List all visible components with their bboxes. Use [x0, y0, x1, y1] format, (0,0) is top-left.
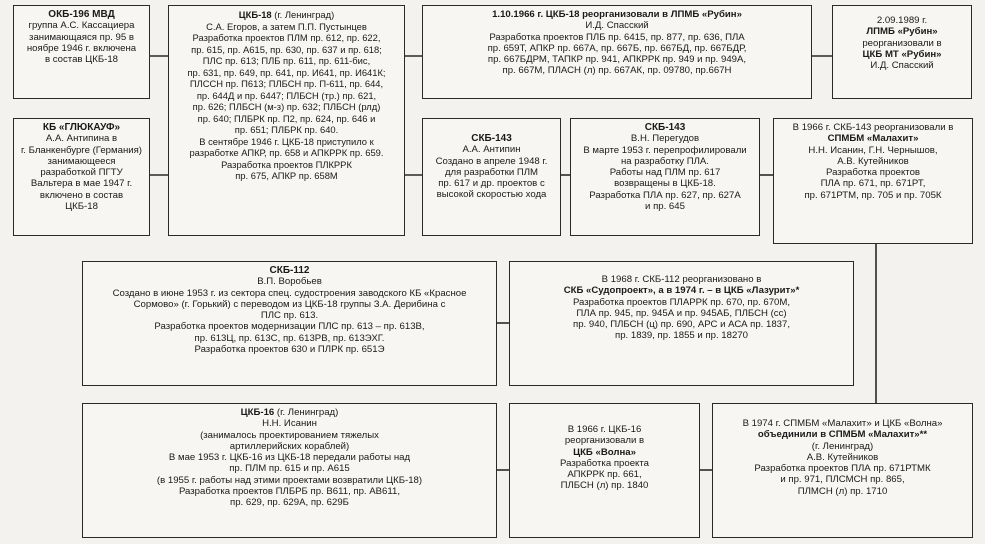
ckb18-line: В сентябре 1946 г. ЦКБ-18 приступило к	[199, 135, 374, 147]
skb143b-line: В марте 1953 г. перепрофилировали	[583, 144, 747, 156]
ckb18-title-suffix: (г. Ленинград)	[271, 9, 335, 20]
box-malachite1966	[773, 118, 973, 244]
ckb16-line: Н.Н. Исанин	[262, 418, 317, 430]
ckb18-heading	[173, 9, 400, 21]
box-rubin1989	[832, 5, 972, 99]
skb143a-title: СКБ-143	[471, 133, 512, 144]
ckb18-line: Разработка проектов ПЛКРРК	[221, 158, 352, 170]
malachite1966-line: Разработка проектов	[825, 167, 921, 179]
ckb18-line: пр. 644Д и пр. 6447; ПЛБСН (тр.) пр. 621,	[196, 89, 377, 101]
skb143b-line: возвращены в ЦКБ-18.	[614, 178, 716, 190]
skb112-line: ПЛС пр. 613.	[260, 310, 319, 322]
gluckauf-line: г. Бланкенбурге (Германия)	[20, 144, 142, 156]
malachite1974-line: Разработка проектов ПЛА пр. 671РТМК	[754, 463, 931, 475]
lazurit-line: ПЛА пр. 945, пр. 945А и пр. 945АБ, ПЛБСН (сс)	[576, 307, 787, 319]
ckb18-line: С.А. Егоров, а затем П.П. Пустынцев	[206, 20, 367, 32]
ckb16-heading	[87, 407, 492, 418]
skb143b-line: Работы над ПЛМ пр. 617	[609, 167, 721, 179]
skb112-line: В.П. Воробьев	[257, 276, 322, 288]
volna-line: АПКРРК пр. 661,	[567, 469, 642, 481]
ckb18-line: ПЛС пр. 613; ПЛБ пр. 611, пр. 611-бис,	[202, 55, 371, 66]
gluckauf-line: Вальтера в мае 1947 г.	[30, 178, 133, 190]
skb143b-line: Разработка ПЛА пр. 627, пр. 627А	[589, 189, 741, 201]
ckb16-title-suffix: (г. Ленинград)	[274, 407, 339, 418]
volna-line: Разработка проекта	[560, 457, 649, 469]
gluckauf-line: ЦКБ-18	[65, 201, 98, 213]
malachite1974-line: и пр. 971, ПЛСМСН пр. 865,	[780, 474, 905, 486]
ckb16-line: (в 1955 г. работы над этими проектами возвратили ЦКБ-18)	[156, 474, 423, 486]
ckb16-line: (занималось проектированием тяжелых	[200, 429, 379, 441]
rubin1966-line: Разработка проектов ПЛБ пр. 6415, пр. 877, пр. 636, ПЛА	[489, 31, 745, 43]
ckb18-line: пр. 640; ПЛБРК пр. П2, пр. 624, пр. 646 и	[197, 112, 376, 124]
ckb16-line: пр. 629, пр. 629А, пр. 629Б	[230, 497, 349, 509]
okb196-line: группа А.С. Кассациера	[28, 20, 135, 32]
volna-line: ЦКБ «Волна»	[573, 446, 636, 458]
box-skb112	[82, 261, 497, 386]
ckb18-line: разработке АПКР, пр. 658 и АПКРРК пр. 659.	[189, 147, 384, 158]
box-ckb18	[168, 5, 405, 236]
ckb18-line: пр. 675, АПКР пр. 658М	[235, 170, 338, 181]
ckb16-line: В мае 1953 г. ЦКБ-16 из ЦКБ-18 передали работы над	[168, 452, 411, 464]
malachite1966-line: ПЛА пр. 671, пр. 671РТ,	[820, 178, 926, 190]
box-lazurit	[509, 261, 854, 386]
box-ckb16	[82, 403, 497, 538]
malachite1966-line: СПМБМ «Малахит»	[827, 133, 919, 145]
skb112-line: Разработка проектов модернизации ПЛС пр. 613 – пр. 613В,	[154, 321, 425, 333]
box-volna	[509, 403, 700, 538]
gluckauf-line: занимающееся	[47, 155, 116, 167]
ckb16-line: Разработка проектов ПЛБРБ пр. В611, пр. АВ611,	[178, 486, 401, 498]
malachite1974-line: (г. Ленинград)	[811, 440, 874, 452]
skb143b-line: В.Н. Перегудов	[630, 133, 700, 145]
rubin1989-line: ЛПМБ «Рубин»	[866, 26, 938, 38]
gluckauf-line: А.А. Антипина в	[45, 133, 118, 145]
gluckauf-title: КБ «ГЛЮКАУФ»	[42, 122, 121, 133]
lazurit-line: СКБ «Судопроект», а в 1974 г. – в ЦКБ «Лазурит»*	[563, 285, 800, 297]
ckb16-line: артиллерийских кораблей)	[229, 440, 350, 452]
malachite1974-line: объединили в СПМБМ «Малахит»**	[757, 429, 928, 441]
rubin1989-line: 2.09.1989 г.	[876, 15, 928, 26]
box-skb143b	[570, 118, 760, 236]
rubin1966-line: пр. 667М, ПЛАСН (л) пр. 667АК, пр. 09780, пр.667Н	[502, 65, 732, 77]
malachite1966-line: пр. 671РТМ, пр. 705 и пр. 705К	[804, 189, 942, 201]
malachite1966-line: А.В. Кутейников	[837, 155, 909, 167]
rubin1966-line: пр. 667БДРМ, ТАПКР пр. 941, АПКРРК пр. 949 и пр. 949А,	[487, 54, 747, 66]
skb143a-line: А.А. Антипин	[462, 144, 521, 156]
skb112-line: Создано в июне 1953 г. из сектора спец. судостроения заводского КБ «Красное	[112, 287, 467, 299]
skb143a-line: Создано в апреле 1948 г.	[435, 155, 548, 167]
rubin1966-line: пр. 659Т, АПКР пр. 667А, пр. 667Б, пр. 667БД, пр. 667БДР,	[487, 42, 747, 54]
lazurit-line: пр. 1839, пр. 1855 и пр. 18270	[615, 330, 748, 342]
skb143b-line: на разработку ПЛА.	[621, 155, 709, 167]
skb143b-line: и пр. 645	[645, 201, 685, 213]
ckb16-line: пр. ПЛМ пр. 615 и пр. А615	[229, 463, 350, 475]
box-skb143a	[422, 118, 561, 236]
ckb16-title: ЦКБ-16	[240, 407, 275, 418]
box-malachite1974	[712, 403, 973, 538]
skb112-line: Разработка проектов 630 и ПЛРК пр. 651Э	[194, 344, 385, 356]
skb112-line: пр. 613Ц, пр. 613С, пр. 613РВ, пр. 613ЭХГ.	[194, 332, 385, 344]
malachite1974-line: ПЛМСН (л) пр. 1710	[797, 485, 888, 497]
skb112-line: Сормово» (г. Горький) с переводом из ЦКБ-18 группы З.А. Дерибина с	[133, 298, 446, 310]
skb143a-line: для разработки ПЛМ	[444, 166, 539, 178]
box-gluckauf	[13, 118, 150, 236]
malachite1974-line: В 1974 г. СПМБМ «Малахит» и ЦКБ «Волна»	[742, 418, 943, 429]
ckb18-line: пр. 631, пр. 649, пр. 641, пр. И641, пр. И641К;	[187, 66, 386, 78]
gluckauf-line: включено в состав	[39, 189, 124, 201]
lazurit-line: пр. 940, ПЛБСН (ц) пр. 690, АРС и АСА пр. 1837,	[573, 319, 790, 331]
lazurit-line: В 1968 г. СКБ-112 реорганизовано в	[601, 274, 762, 285]
skb143a-line: пр. 617 и др. проектов с	[438, 178, 545, 190]
skb143b-title: СКБ-143	[644, 122, 686, 133]
okb196-line: ноябре 1946 г. включена	[26, 42, 137, 54]
ckb18-line: пр. 615, пр. А615, пр. 630, пр. 637 и пр. 618;	[191, 43, 382, 55]
box-rubin1966	[422, 5, 812, 99]
ckb18-line: Разработка проектов ПЛМ пр. 612, пр. 622,	[192, 32, 381, 43]
okb196-line: в состав ЦКБ-18	[44, 54, 119, 66]
malachite1974-line: А.В. Кутейников	[806, 451, 879, 463]
lazurit-line: Разработка проектов ПЛАРРК пр. 670, пр. 670М,	[572, 296, 791, 308]
volna-line: реорганизовали в	[564, 435, 645, 447]
skb112-title: СКБ-112	[269, 265, 310, 276]
ckb18-line: пр. 651; ПЛБРК пр. 640.	[234, 124, 339, 135]
rubin1989-line: реорганизовали в	[862, 37, 942, 49]
rubin1989-line: ЦКБ МТ «Рубин»	[862, 48, 942, 60]
rubin1966-line: И.Д. Спасский	[585, 20, 649, 32]
skb143a-line: высокой скоростью хода	[436, 189, 547, 201]
malachite1966-line: Н.Н. Исанин, Г.Н. Чернышов,	[808, 144, 938, 156]
ckb18-title: ЦКБ-18	[238, 9, 272, 20]
volna-line: ПЛБСН (л) пр. 1840	[560, 480, 649, 492]
malachite1966-line: В 1966 г. СКБ-143 реорганизовали в	[792, 122, 954, 133]
gluckauf-line: разработкой ПГТУ	[40, 167, 123, 179]
ckb18-line: ПЛССН пр. П613; ПЛБСН пр. П-611, пр. 644,	[189, 78, 384, 89]
okb196-title: ОКБ-196 МВД	[48, 9, 115, 20]
rubin1989-line: И.Д. Спасский	[870, 60, 934, 72]
volna-line: В 1966 г. ЦКБ-16	[567, 424, 642, 435]
rubin1966-line: 1.10.1966 г. ЦКБ-18 реорганизовали в ЛПМБ «Рубин»	[492, 9, 742, 20]
okb196-line: занимающаяся пр. 95 в	[29, 31, 134, 43]
box-okb196	[13, 5, 150, 99]
ckb18-line: пр. 626; ПЛБСН (м-з) пр. 632; ПЛБСН (рлд)	[192, 101, 381, 112]
